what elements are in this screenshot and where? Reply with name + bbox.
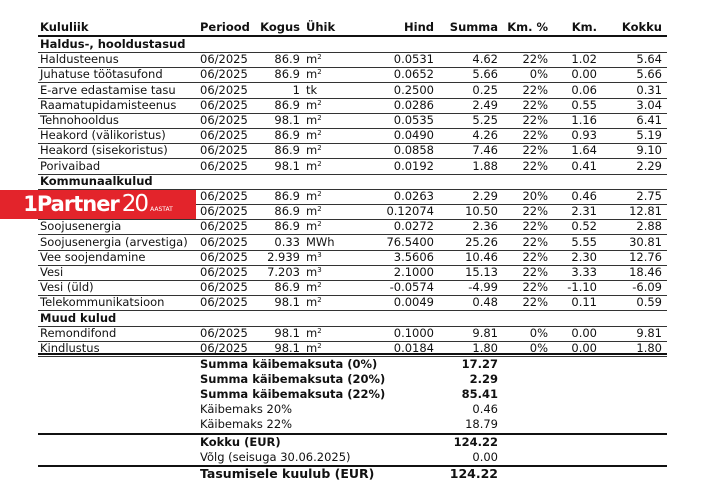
period: 06/2025 [200,82,248,97]
unit: $m^2$ [306,204,322,219]
quantity: 98.1 [274,113,300,127]
vat: 0.52 [571,219,597,234]
unit: $m^2$ [306,113,322,127]
summary-value: 124.22 [453,435,498,449]
header-unit: Ühik [306,20,336,34]
vat-percent: 22% [522,265,548,279]
unit: $m^2$ [306,128,322,143]
total: 12.81 [629,204,662,219]
divider [38,433,667,435]
quantity: 86.9 [274,189,300,203]
summary-row [38,372,667,387]
header-sum: Summa [449,20,498,34]
cost-type: Telekommunikatsioon [40,295,165,310]
summary-value: 17.27 [461,357,498,371]
summary-row [38,387,667,402]
period: 06/2025 [200,219,248,234]
vat: 0.00 [571,325,597,340]
price: 2.1000 [393,265,434,279]
vat-percent: 22% [522,113,548,127]
table-row [38,250,667,266]
logo-text: 1Partner [23,192,119,216]
quantity: 86.9 [274,128,300,143]
unit: $m^2$ [306,143,322,158]
summary-label: Summa käibemaksuta (22%) [200,387,386,401]
group-header [38,174,667,190]
vat-percent: 22% [522,234,548,249]
summary-value: 18.79 [465,417,498,431]
summary-value: 124.22 [449,466,498,481]
period: 06/2025 [200,97,248,112]
summary-label: Tasumisele kuulub (EUR) [200,466,375,481]
table-header [38,20,667,37]
price: 3.5606 [393,249,434,264]
table-row [38,295,667,311]
sum: 1.88 [472,158,498,173]
quantity: 86.9 [274,52,300,67]
group-title: Haldus-, hooldustasud [40,37,186,51]
sum: 5.25 [472,113,498,127]
quantity: 98.1 [274,325,300,340]
price: 0.0263 [393,189,434,203]
price: 0.0531 [393,52,434,67]
vat: 0.46 [571,189,597,203]
cost-type: Vesi [40,265,64,279]
table-row [38,83,667,99]
cost-type: Tehnohooldus [40,113,119,127]
price: 0.0858 [393,143,434,158]
vat-percent: 22% [522,280,548,295]
summary-label: Summa käibemaksuta (20%) [200,372,386,386]
sum: 9.81 [472,325,498,340]
sum: 0.48 [472,295,498,310]
header-vat: Km. [571,20,597,34]
cost-type: Remondifond [40,325,117,340]
unit: $m^2$ [306,219,322,234]
unit: $m^2$ [306,52,322,67]
vat-percent: 20% [522,189,548,203]
cost-type: Vee soojendamine [40,249,146,264]
price: 0.0286 [393,97,434,112]
cost-type: Soojusenergia (arvestiga) [40,234,188,249]
table-row [38,159,667,175]
cost-type: Heakord (välikoristus) [40,128,166,143]
period: 06/2025 [200,189,248,203]
vat: 1.02 [571,52,597,67]
quantity: 98.1 [274,158,300,173]
cost-type: E-arve edastamise tasu [40,82,176,97]
vat: 2.30 [571,249,597,264]
period: 06/2025 [200,158,248,173]
summary-label: Käibemaks 22% [200,417,293,431]
header-vat-percent: Km. % [507,20,548,34]
header-price: Hind [404,20,434,34]
quantity: 2.939 [267,249,300,264]
unit: $m^2$ [306,341,322,355]
period: 06/2025 [200,295,248,310]
header-quantity: Kogus [260,20,300,34]
summary-value: 2.29 [469,372,498,386]
cost-type: Kindlustus [40,341,100,355]
summary-row [38,402,667,417]
summary-row [38,435,667,450]
price: 0.0490 [393,128,434,143]
cost-type: Raamatupidamisteenus [40,97,177,112]
vat-percent: 22% [522,82,548,97]
summary-row [38,450,667,465]
summary-value: 0.46 [472,402,498,416]
cost-type: Juhatuse töötasufond [40,67,163,82]
summary-label: Summa käibemaksuta (0%) [200,357,378,371]
vat: 0.93 [571,128,597,143]
price: 0.0192 [393,158,434,173]
table-row [38,98,667,114]
vat: 0.11 [571,295,597,310]
summary-label: Käibemaks 20% [200,402,293,416]
total: 3.04 [636,97,662,112]
vat-percent: 22% [522,97,548,112]
summary-label: Võlg (seisuga 30.06.2025) [200,450,351,464]
unit: $m^2$ [306,325,322,340]
unit: $m^3$ [306,265,322,279]
quantity: 86.9 [274,67,300,82]
divider [38,465,667,467]
partner-logo [0,190,196,219]
total: 1.80 [636,341,662,355]
period: 06/2025 [200,280,248,295]
header-total: Kokku [621,20,662,34]
vat: 0.41 [571,158,597,173]
total: 5.66 [636,67,662,82]
header-cost-type: Kululiik [40,20,89,34]
sum: 0.25 [472,82,498,97]
total: -6.09 [632,280,662,295]
vat-percent: 22% [522,128,548,143]
header-period: Periood [200,20,250,34]
unit: $m^2$ [306,295,322,310]
period: 06/2025 [200,204,248,219]
table-row [38,143,667,159]
vat: 0.00 [571,67,597,82]
table-row [38,52,667,68]
sum: 5.66 [472,67,498,82]
vat: 1.64 [571,143,597,158]
vat: 0.00 [571,341,597,355]
quantity: 86.9 [274,219,300,234]
quantity: 1 [292,82,300,97]
period: 06/2025 [200,113,248,127]
price: 0.0184 [393,341,434,355]
total: 0.59 [636,295,662,310]
summary-row [38,466,667,481]
price: 0.0535 [393,113,434,127]
period: 06/2025 [200,67,248,82]
summary-row [38,357,667,372]
logo-sub: AASTAT [150,206,173,213]
total: 6.41 [636,113,662,127]
quantity: 86.9 [274,97,300,112]
sum: 15.13 [465,265,498,279]
total: 2.29 [636,158,662,173]
vat-percent: 22% [522,143,548,158]
unit: $m^2$ [306,67,322,82]
quantity: 86.9 [274,204,300,219]
vat: 1.16 [571,113,597,127]
price: 0.12074 [386,204,434,219]
table-row [38,326,667,342]
cost-type: Soojusenergia [40,219,122,234]
group-title: Muud kulud [40,310,117,325]
summary-label: Kokku (EUR) [200,435,281,449]
total: 2.75 [636,189,662,203]
total: 2.88 [636,219,662,234]
quantity: 98.1 [274,341,300,355]
cost-type: Heakord (sisekoristus) [40,143,168,158]
cost-type: Vesi (üld) [40,280,94,295]
cost-type: Porivaibad [40,158,101,173]
vat: 5.55 [571,234,597,249]
price: 0.2500 [393,82,434,97]
sum: 1.80 [472,341,498,355]
period: 06/2025 [200,143,248,158]
period: 06/2025 [200,341,248,355]
sum: -4.99 [468,280,498,295]
vat-percent: 0% [529,341,548,355]
price: -0.0574 [389,280,434,295]
sum: 10.46 [465,249,498,264]
unit: $m^2$ [306,189,322,203]
vat: 0.55 [571,97,597,112]
quantity: 0.33 [274,234,300,249]
vat: 2.31 [571,204,597,219]
summary-row [38,417,667,432]
vat-percent: 0% [529,67,548,82]
vat-percent: 22% [522,295,548,310]
period: 06/2025 [200,234,248,249]
total: 18.46 [629,265,662,279]
vat-percent: 22% [522,158,548,173]
total: 5.64 [636,52,662,67]
vat: 0.06 [571,82,597,97]
sum: 25.26 [465,234,498,249]
sum: 2.36 [472,219,498,234]
price: 0.0652 [393,67,434,82]
vat-percent: 0% [529,325,548,340]
table-row [38,235,667,251]
total: 30.81 [629,234,662,249]
unit: $m^2$ [306,158,322,173]
total: 0.31 [636,82,662,97]
cost-type: Haldusteenus [40,52,119,67]
period: 06/2025 [200,325,248,340]
sum: 2.49 [472,97,498,112]
summary-value: 0.00 [472,450,498,464]
vat: -1.10 [567,280,597,295]
unit: tk [306,82,318,97]
vat-percent: 22% [522,204,548,219]
total: 9.81 [636,325,662,340]
unit: $m^2$ [306,97,322,112]
sum: 4.26 [472,128,498,143]
group-header [38,311,667,327]
quantity: 86.9 [274,280,300,295]
group-title: Kommunaalkulud [40,173,153,188]
price: 0.1000 [393,325,434,340]
table-row [38,280,667,296]
divider [38,353,667,355]
unit: MWh [306,234,335,249]
vat-percent: 22% [522,52,548,67]
summary-value: 85.41 [461,387,498,401]
vat-percent: 22% [522,249,548,264]
price: 0.0049 [393,295,434,310]
period: 06/2025 [200,128,248,143]
table-row [38,113,667,129]
price: 0.0272 [393,219,434,234]
total: 12.76 [629,249,662,264]
total: 9.10 [636,143,662,158]
period: 06/2025 [200,265,248,279]
vat-percent: 22% [522,219,548,234]
price: 76.5400 [386,234,434,249]
quantity: 7.203 [267,265,300,279]
quantity: 86.9 [274,143,300,158]
sum: 7.46 [472,143,498,158]
sum: 2.29 [472,189,498,203]
table-row [38,67,667,83]
unit: $m^3$ [306,249,322,264]
sum: 10.50 [465,204,498,219]
table-row [38,219,667,235]
unit: $m^2$ [306,280,322,295]
sum: 4.62 [472,52,498,67]
period: 06/2025 [200,249,248,264]
quantity: 98.1 [274,295,300,310]
vat: 3.33 [571,265,597,279]
logo-number: 20 [121,191,148,217]
table-row [38,128,667,144]
group-header [38,37,667,53]
period: 06/2025 [200,52,248,67]
total: 5.19 [636,128,662,143]
table-row [38,265,667,281]
